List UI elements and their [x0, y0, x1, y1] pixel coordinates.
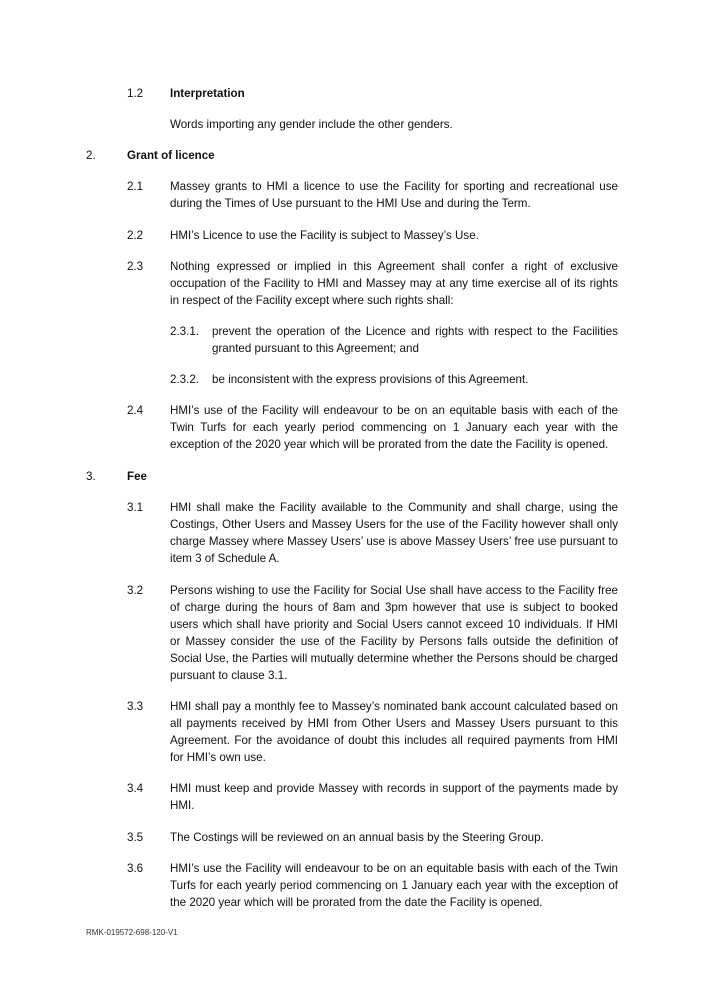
clause-text: HMI’s use the Facility will endeavour to be on an equitable basis with each of the Twin Turfs for each yearly period commencing on 1 January each year with the exception of the 2020 year which will be prorated from the date the Facility is opened.	[170, 862, 618, 909]
clause-number: 2.2	[127, 229, 144, 242]
section-heading: Fee	[127, 470, 147, 483]
clause-number: 3.3	[127, 700, 144, 713]
clause-text: HMI’s Licence to use the Facility is subject to Massey’s Use.	[170, 229, 479, 242]
clause-text: Massey grants to HMI a licence to use the Facility for sporting and recreational use during the Times of Use pursuant to the HMI Use and during the Term.	[170, 180, 618, 210]
clause-number: 1.2	[127, 87, 144, 100]
clause-text: HMI shall pay a monthly fee to Massey’s nominated bank account calculated based on all payments received by HMI from Other Users and Massey Users pursuant to this Agreement. For the avoidance of doubt this includes all required payments from HMI for HMI’s own use.	[170, 700, 618, 764]
clause-text: Persons wishing to use the Facility for Social Use shall have access to the Facility free of charge during the hours of 8am and 3pm however that use is subject to booked users which shall have priority and Social Users cannot exceed 10 individuals. If HMI or Massey consider the use of the Facility by Persons falls outside the definition of Social Use, the Parties will mutually determine whether the Persons should be charged pursuant to clause 3.1.	[170, 584, 618, 682]
clause-text: HMI must keep and provide Massey with records in support of the payments made by HMI.	[170, 782, 618, 812]
clause-text: Words importing any gender include the other genders.	[170, 118, 453, 131]
clause-text: HMI shall make the Facility available to the Community and shall charge, using the Costings, Other Users and Massey Users for the use of the Facility however shall only charge Massey where Massey Users’ use is above Massey Users’ free use pursuant to item 3 of Schedule A.	[170, 501, 618, 565]
subclause-number: 2.3.2.	[170, 373, 200, 386]
clause-number: 3.5	[127, 831, 144, 844]
section-number: 3.	[86, 470, 96, 483]
document-reference: RMK-019572-698-120-V1	[86, 928, 178, 937]
clause-number: 3.2	[127, 584, 144, 597]
clause-number: 3.6	[127, 862, 144, 875]
clause-number: 2.4	[127, 404, 144, 417]
clause-number: 2.1	[127, 180, 144, 193]
section-number: 2.	[86, 149, 96, 162]
clause-number: 3.1	[127, 501, 144, 514]
section-heading: Grant of licence	[127, 149, 215, 162]
clause-text: The Costings will be reviewed on an annual basis by the Steering Group.	[170, 831, 544, 844]
clause-number: 3.4	[127, 782, 144, 795]
clause-text: HMI’s use of the Facility will endeavour to be on an equitable basis with each of the Twin Turfs for each yearly period commencing on 1 January each year with the exception of the 2020 year which will be prorated from the date the Facility is opened.	[170, 404, 618, 451]
clause-text: Nothing expressed or implied in this Agreement shall confer a right of exclusive occupation of the Facility to HMI and Massey may at any time exercise all of its rights in respect of the Facility except where such rights shall:	[170, 260, 618, 307]
subclause-number: 2.3.1.	[170, 325, 200, 338]
clause-number: 2.3	[127, 260, 144, 273]
clause-heading: Interpretation	[170, 87, 245, 100]
subclause-text: prevent the operation of the Licence and rights with respect to the Facilities granted pursuant to this Agreement; and	[212, 325, 618, 355]
subclause-text: be inconsistent with the express provisions of this Agreement.	[212, 373, 529, 386]
